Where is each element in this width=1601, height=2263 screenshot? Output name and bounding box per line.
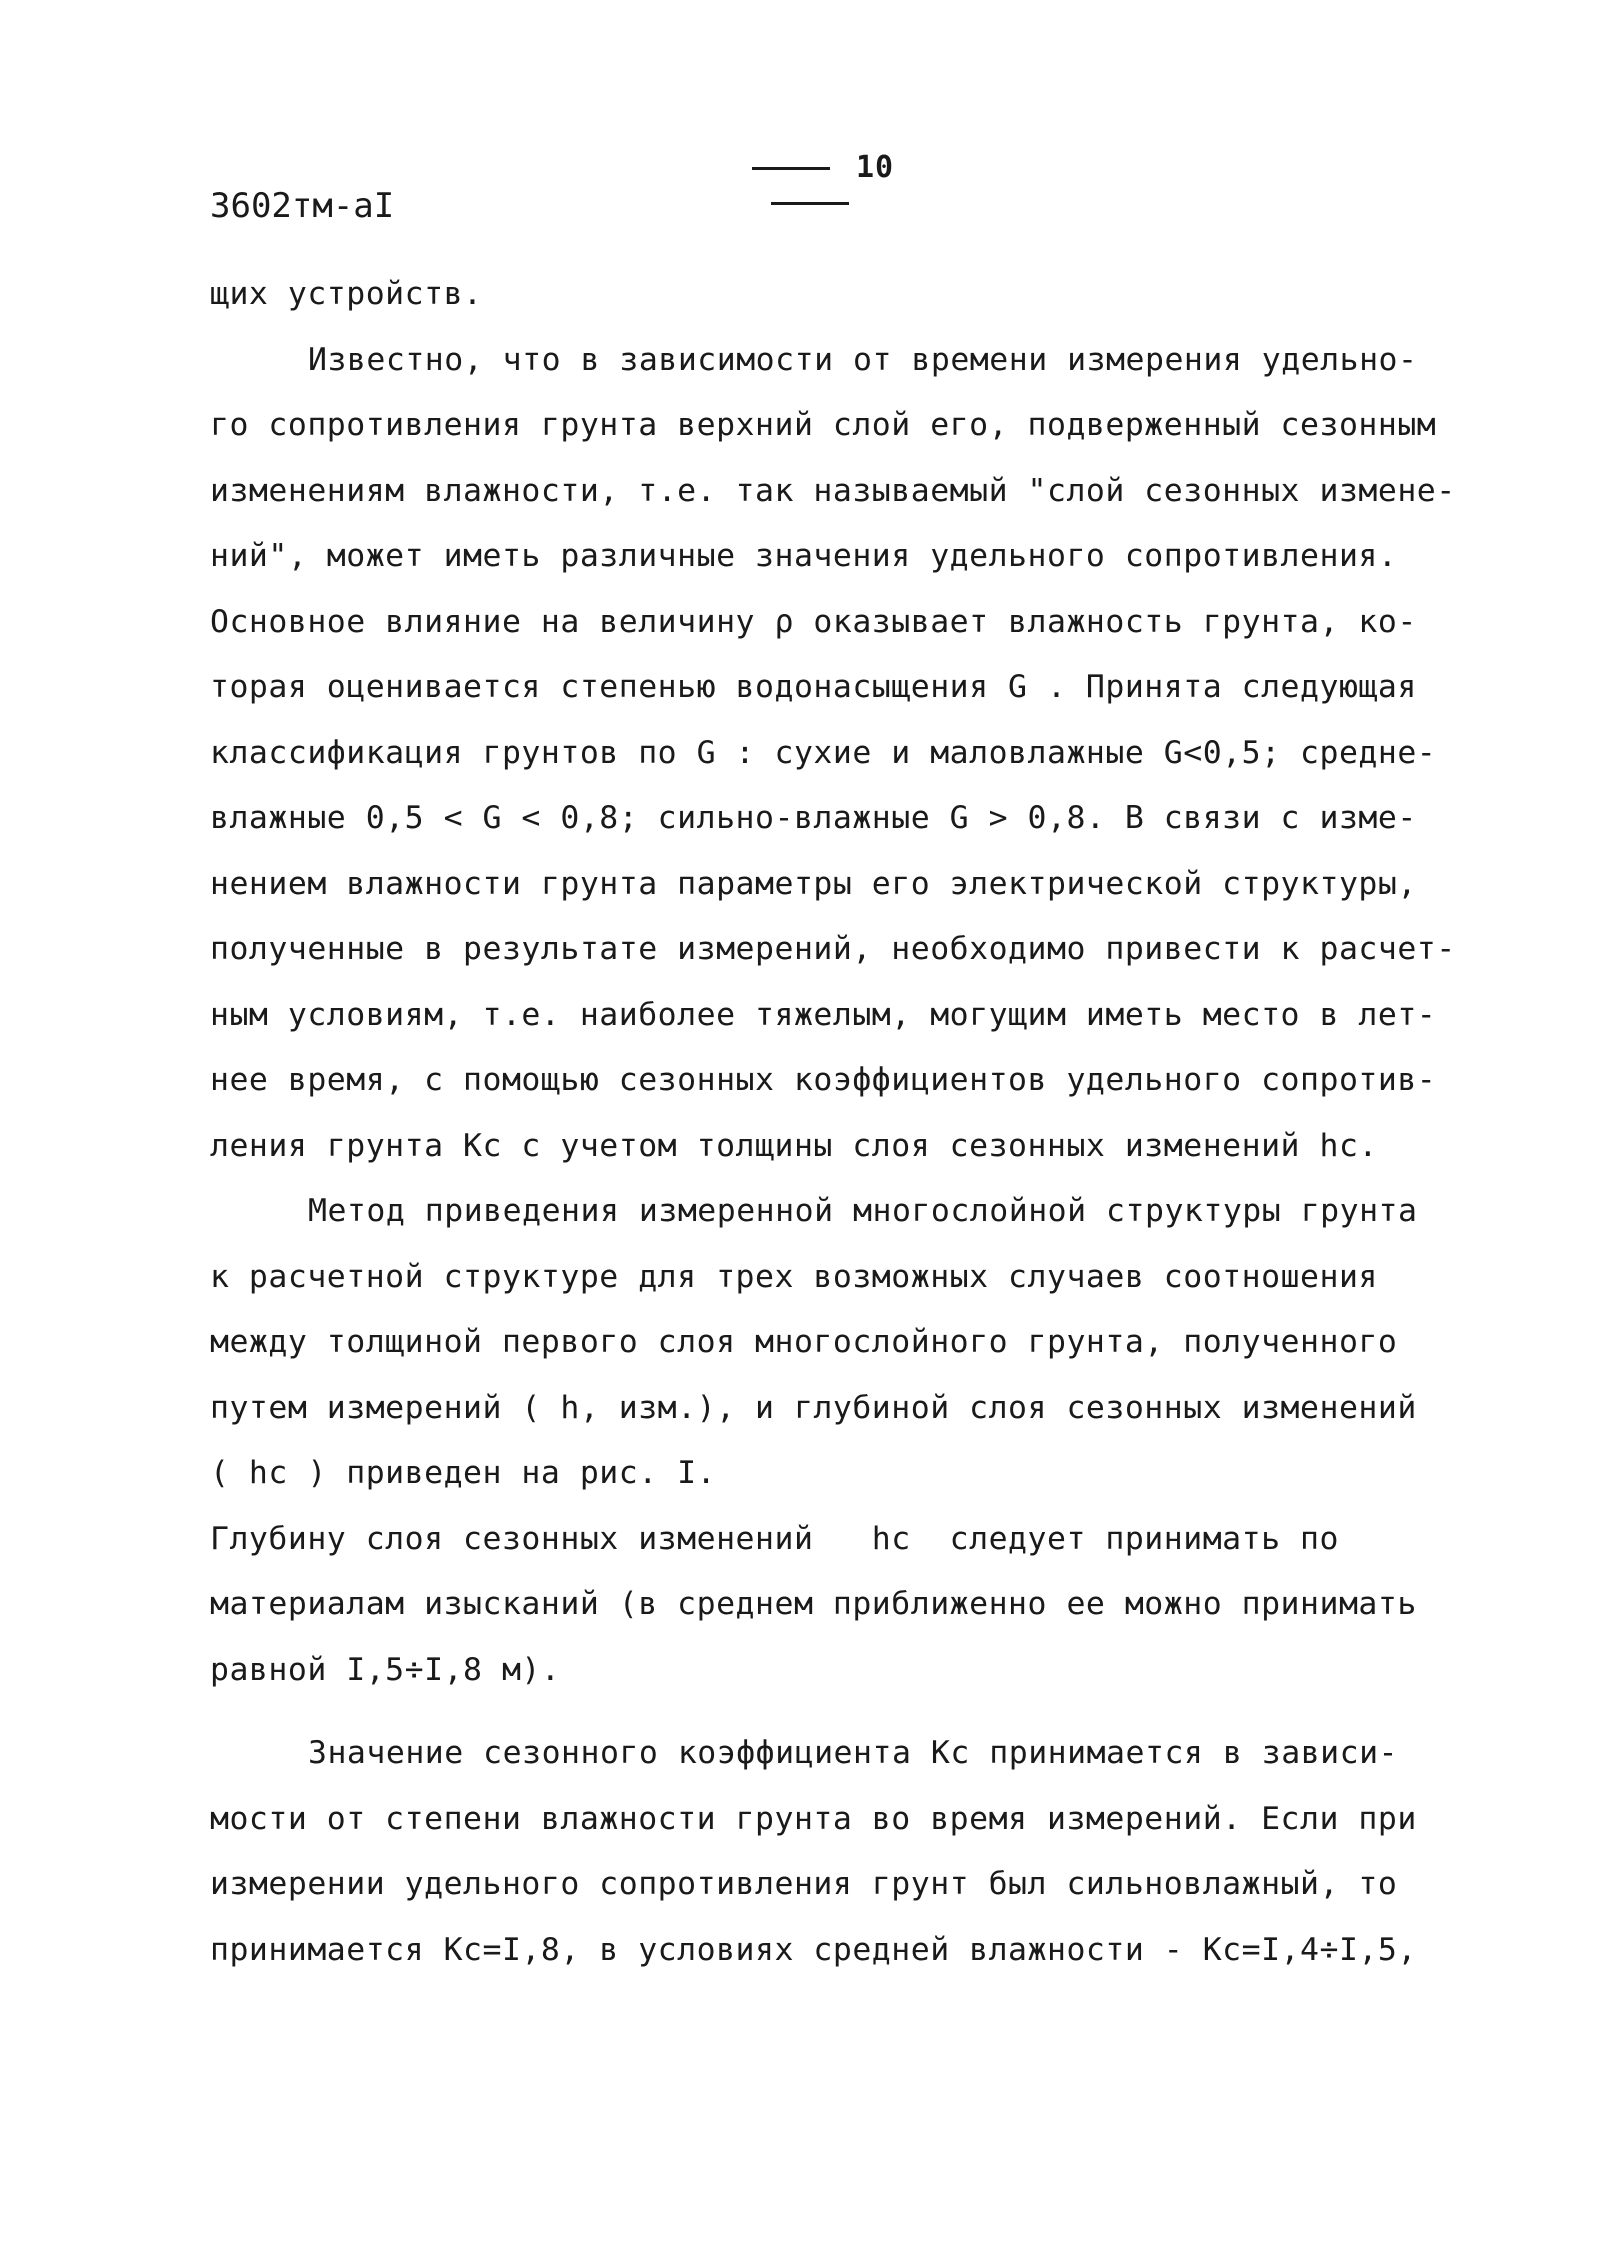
text-line: равной I,5÷I,8 м). bbox=[210, 1651, 561, 1688]
text-line: торая оценивается степенью водонасыщения G . Принята следующая bbox=[210, 669, 1417, 705]
body-text bbox=[210, 262, 1456, 1983]
text-line: ным условиям, т.е. наиболее тяжелым, могущим иметь место в лет- bbox=[210, 996, 1437, 1033]
text-line: ( hc ) приведен на рис. I. bbox=[210, 1455, 717, 1491]
text-line: измерении удельного сопротивления грунт был сильновлажный, то bbox=[210, 1866, 1398, 1902]
page-number-dash-right bbox=[771, 202, 849, 205]
text-line: к расчетной структуре для трех возможных случаев соотношения bbox=[210, 1258, 1378, 1295]
text-line: полученные в результате измерений, необходимо привести к расчет- bbox=[210, 931, 1456, 967]
text-line: изменениям влажности, т.е. так называемый "слой сезонных измене- bbox=[210, 472, 1456, 509]
document-code: 3602тм-аI bbox=[210, 186, 395, 226]
text-line: Глубину слоя сезонных изменений hc следует принимать по bbox=[210, 1520, 1339, 1557]
text-line: Основное влияние на величину ρ оказывает влажность грунта, ко- bbox=[210, 603, 1417, 640]
text-line: мости от степени влажности грунта во время измерений. Если при bbox=[210, 1800, 1417, 1837]
page-number bbox=[680, 150, 940, 220]
text-line: го сопротивления грунта верхний слой его, подверженный сезонным bbox=[210, 407, 1437, 443]
text-line: материалам изысканий (в среднем приближенно ее можно принимать bbox=[210, 1586, 1417, 1622]
text-line: нением влажности грунта параметры его электрической структуры, bbox=[210, 865, 1417, 902]
page-number-value: 10 bbox=[855, 150, 895, 185]
text-line: путем измерений ( h, изм.), и глубиной слоя сезонных изменений bbox=[210, 1389, 1417, 1426]
page-number-dash-left bbox=[752, 167, 830, 170]
text-line: нее время, с помощью сезонных коэффициентов удельного сопротив- bbox=[210, 1062, 1437, 1098]
text-line: классификация грунтов по G : сухие и маловлажные G<0,5; средне- bbox=[210, 734, 1437, 771]
text-line: между толщиной первого слоя многослойного грунта, полученного bbox=[210, 1324, 1398, 1360]
text-line: щих устройств. bbox=[210, 276, 483, 312]
paragraph-gap bbox=[210, 1703, 1440, 1721]
text-line: Метод приведения измеренной многослойной структуры грунта bbox=[308, 1193, 1418, 1229]
text-line: Значение сезонного коэффициента Кс принимается в зависи- bbox=[308, 1735, 1399, 1771]
text-line: ления грунта Кс с учетом толщины слоя сезонных изменений hc. bbox=[210, 1127, 1378, 1164]
text-line: влажные 0,5 < G < 0,8; сильно-влажные G > 0,8. В связи с изме- bbox=[210, 800, 1417, 836]
text-line: Известно, что в зависимости от времени измерения удельно- bbox=[308, 341, 1418, 378]
text-line: ний", может иметь различные значения удельного сопротивления. bbox=[210, 538, 1398, 574]
text-line: принимается Кс=I,8, в условиях средней влажности - Кс=I,4÷I,5, bbox=[210, 1931, 1417, 1968]
